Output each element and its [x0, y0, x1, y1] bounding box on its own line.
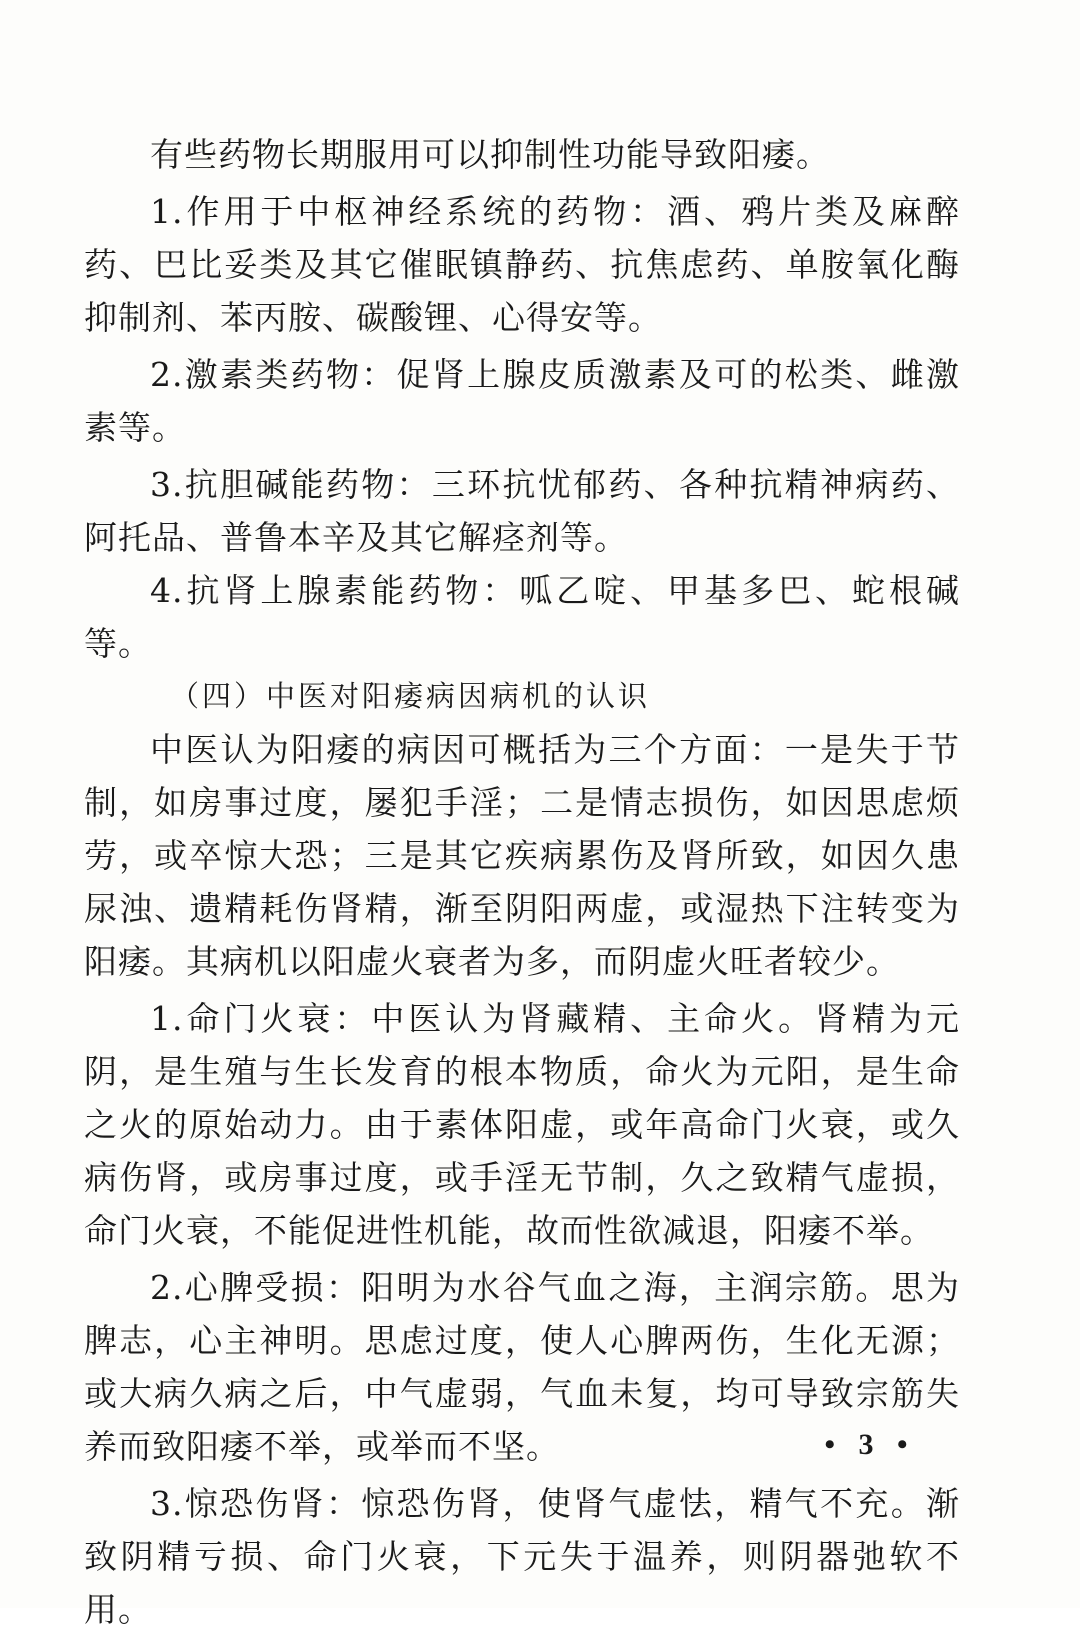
paragraph-antiadrenergic-drugs: 4.抗肾上腺素能药物：呱乙啶、甲基多巴、蛇根碱等。 — [84, 571, 960, 663]
page-number: • 3 • — [824, 1428, 916, 1461]
paragraph-fright-kidney: 3.惊恐伤肾：惊恐伤肾，使肾气虚怯，精气不充。渐致阴精亏损、命门火衰，下元失于温养，则阴器弛软不用。 — [84, 1484, 960, 1629]
paragraph-tcm-causes: 中医认为阳痿的病因可概括为三个方面：一是失于节制，如房事过度，屡犯手淫；二是情志损伤，如因思虑烦劳，或卒惊大恐；三是其它疾病累伤及肾所致，如因久患尿浊、遗精耗伤肾精，渐至阴阳两虚，或湿热下注转变为阳痿。其病机以阳虚火衰者为多，而阴虚火旺者较少。 — [84, 730, 960, 981]
paragraph-mingmen-decline: 1.命门火衰：中医认为肾藏精、主命火。肾精为元阴，是生殖与生长发育的根本物质，命火为元阳，是生命之火的原始动力。由于素体阳虚，或年高命门火衰，或久病伤肾，或房事过度，或手淫无节制，久之致精气虚损，命门火衰，不能促进性机能，故而性欲减退，阳痿不举。 — [84, 999, 960, 1250]
section-heading: （四）中医对阳痿病因病机的认识 — [170, 679, 651, 713]
paragraph-intro: 有些药物长期服用可以抑制性功能导致阳痿。 — [150, 135, 830, 174]
paragraph-hormone-drugs: 2.激素类药物：促肾上腺皮质激素及可的松类、雌激素等。 — [84, 355, 960, 447]
body-text — [84, 128, 960, 1636]
paragraph-cns-drugs: 1.作用于中枢神经系统的药物：酒、鸦片类及麻醉药、巴比妥类及其它催眠镇静药、抗焦虑药、单胺氧化酶抑制剂、苯丙胺、碳酸锂、心得安等。 — [84, 192, 960, 337]
paragraph-heart-spleen: 2.心脾受损：阳明为水谷气血之海，主润宗筋。思为脾志，心主神明。思虑过度，使人心脾两伤，生化无源；或大病久病之后，中气虚弱，气血未复，均可导致宗筋失养而致阳痿不举，或举而不坚。 — [84, 1268, 960, 1466]
paragraph-anticholinergic-drugs: 3.抗胆碱能药物：三环抗忧郁药、各种抗精神病药、阿托品、普鲁本辛及其它解痉剂等。 — [84, 465, 960, 557]
